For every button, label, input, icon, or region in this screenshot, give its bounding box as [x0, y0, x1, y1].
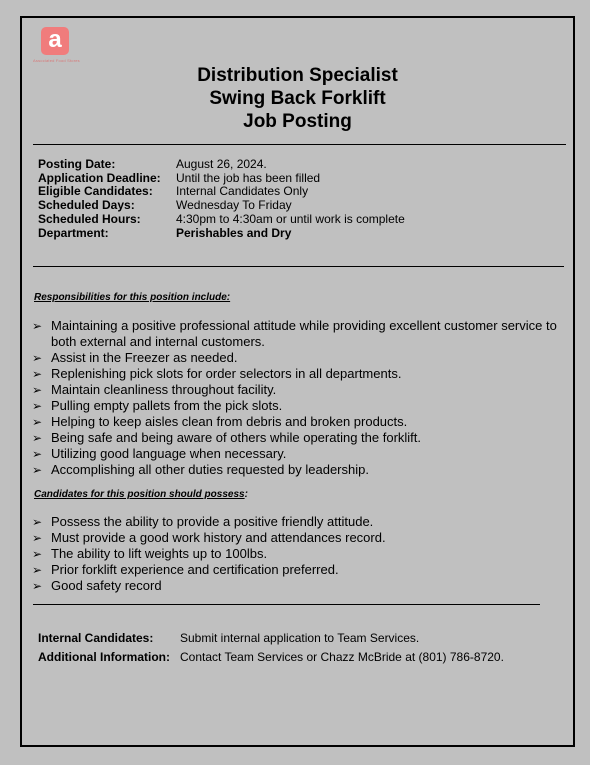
- arrow-bullet-icon: ➢: [32, 463, 43, 477]
- list-item-text: Accomplishing all other duties requested by leadership.: [51, 462, 369, 477]
- list-item-text: Utilizing good language when necessary.: [51, 446, 287, 461]
- contact-row-internal-candidates: [38, 629, 504, 648]
- detail-row-scheduled-days: [38, 199, 405, 213]
- list-item: [32, 578, 572, 594]
- list-item: [32, 546, 572, 562]
- list-item: [32, 414, 572, 430]
- arrow-bullet-icon: ➢: [32, 431, 43, 445]
- detail-value: August 26, 2024.: [176, 157, 267, 171]
- arrow-bullet-icon: ➢: [32, 531, 43, 545]
- contact-info: [38, 629, 504, 666]
- detail-row-application-deadline: [38, 172, 405, 186]
- arrow-bullet-icon: ➢: [32, 319, 43, 333]
- list-item-text: Replenishing pick slots for order selectors in all departments.: [51, 366, 402, 381]
- detail-value: Internal Candidates Only: [176, 184, 309, 199]
- list-item-text: Possess the ability to provide a positive friendly attitude.: [51, 514, 374, 529]
- arrow-bullet-icon: ➢: [32, 563, 43, 577]
- divider-bottom: [33, 604, 540, 605]
- detail-value: Perishables and Dry: [176, 225, 292, 240]
- contact-label: Additional Information:: [38, 649, 170, 664]
- contact-label: Internal Candidates:: [38, 631, 154, 645]
- list-item: [32, 366, 572, 382]
- list-item: [32, 382, 572, 398]
- list-item: [32, 430, 572, 446]
- arrow-bullet-icon: ➢: [32, 399, 43, 413]
- list-item: [32, 446, 572, 462]
- company-logo: a: [41, 27, 69, 55]
- title-line-3: Job Posting: [243, 111, 352, 132]
- list-item-text: Good safety record: [51, 578, 162, 593]
- arrow-bullet-icon: ➢: [32, 415, 43, 429]
- list-item: [32, 462, 572, 478]
- posting-title: [20, 64, 575, 133]
- responsibilities-heading: Responsibilities for this position include:: [34, 292, 231, 303]
- list-item: [32, 398, 572, 414]
- divider-middle: [33, 266, 564, 267]
- arrow-bullet-icon: ➢: [32, 579, 43, 593]
- list-item-text: The ability to lift weights up to 100lbs.: [51, 546, 268, 561]
- candidates-heading-colon: :: [244, 489, 248, 500]
- arrow-bullet-icon: ➢: [32, 515, 43, 529]
- list-item-text: Must provide a good work history and attendances record.: [51, 530, 386, 545]
- arrow-bullet-icon: ➢: [32, 367, 43, 381]
- detail-row-department: [38, 227, 405, 241]
- list-item-text: Maintaining a positive professional attitude while providing excellent customer service to both external and internal customers.: [51, 318, 557, 349]
- list-item: [32, 318, 572, 350]
- divider-top: [33, 144, 566, 145]
- arrow-bullet-icon: ➢: [32, 351, 43, 365]
- detail-value: Wednesday To Friday: [176, 198, 292, 213]
- list-item: [32, 514, 572, 530]
- list-item-text: Helping to keep aisles clean from debris and broken products.: [51, 414, 408, 429]
- posting-details: [38, 158, 405, 240]
- list-item: [32, 562, 572, 578]
- arrow-bullet-icon: ➢: [32, 447, 43, 461]
- title-line-2: Swing Back Forklift: [209, 88, 386, 109]
- detail-row-eligible-candidates: [38, 185, 405, 199]
- contact-row-additional-information: [38, 648, 504, 667]
- detail-label: Eligible Candidates:: [38, 184, 153, 199]
- detail-label: Scheduled Hours:: [38, 211, 141, 226]
- detail-value: 4:30pm to 4:30am or until work is complete: [176, 211, 405, 226]
- list-item-text: Prior forklift experience and certification preferred.: [51, 562, 339, 577]
- list-item: [32, 530, 572, 546]
- detail-label: Posting Date:: [38, 157, 116, 171]
- list-item-text: Assist in the Freezer as needed.: [51, 350, 238, 365]
- arrow-bullet-icon: ➢: [32, 547, 43, 561]
- detail-value: Until the job has been filled: [176, 170, 321, 185]
- list-item-text: Maintain cleanliness throughout facility.: [51, 382, 277, 397]
- detail-row-posting-date: [38, 158, 405, 172]
- contact-value: Submit internal application to Team Services.: [180, 631, 420, 645]
- detail-row-scheduled-hours: [38, 213, 405, 227]
- logo-caption: Associated Food Stores: [33, 58, 80, 63]
- detail-label: Department:: [38, 225, 109, 240]
- responsibilities-list: [32, 318, 572, 478]
- title-line-1: Distribution Specialist: [197, 65, 398, 86]
- contact-value: Contact Team Services or Chazz McBride at (801) 786-8720.: [180, 649, 504, 664]
- list-item-text: Being safe and being aware of others while operating the forklift.: [51, 430, 422, 445]
- candidates-heading: [34, 489, 248, 500]
- list-item-text: Pulling empty pallets from the pick slots.: [51, 398, 283, 413]
- detail-label: Scheduled Days:: [38, 198, 135, 213]
- detail-label: Application Deadline:: [38, 170, 161, 185]
- list-item: [32, 350, 572, 366]
- candidates-heading-text: Candidates for this position should possess: [34, 489, 245, 500]
- arrow-bullet-icon: ➢: [32, 383, 43, 397]
- candidates-list: [32, 514, 572, 594]
